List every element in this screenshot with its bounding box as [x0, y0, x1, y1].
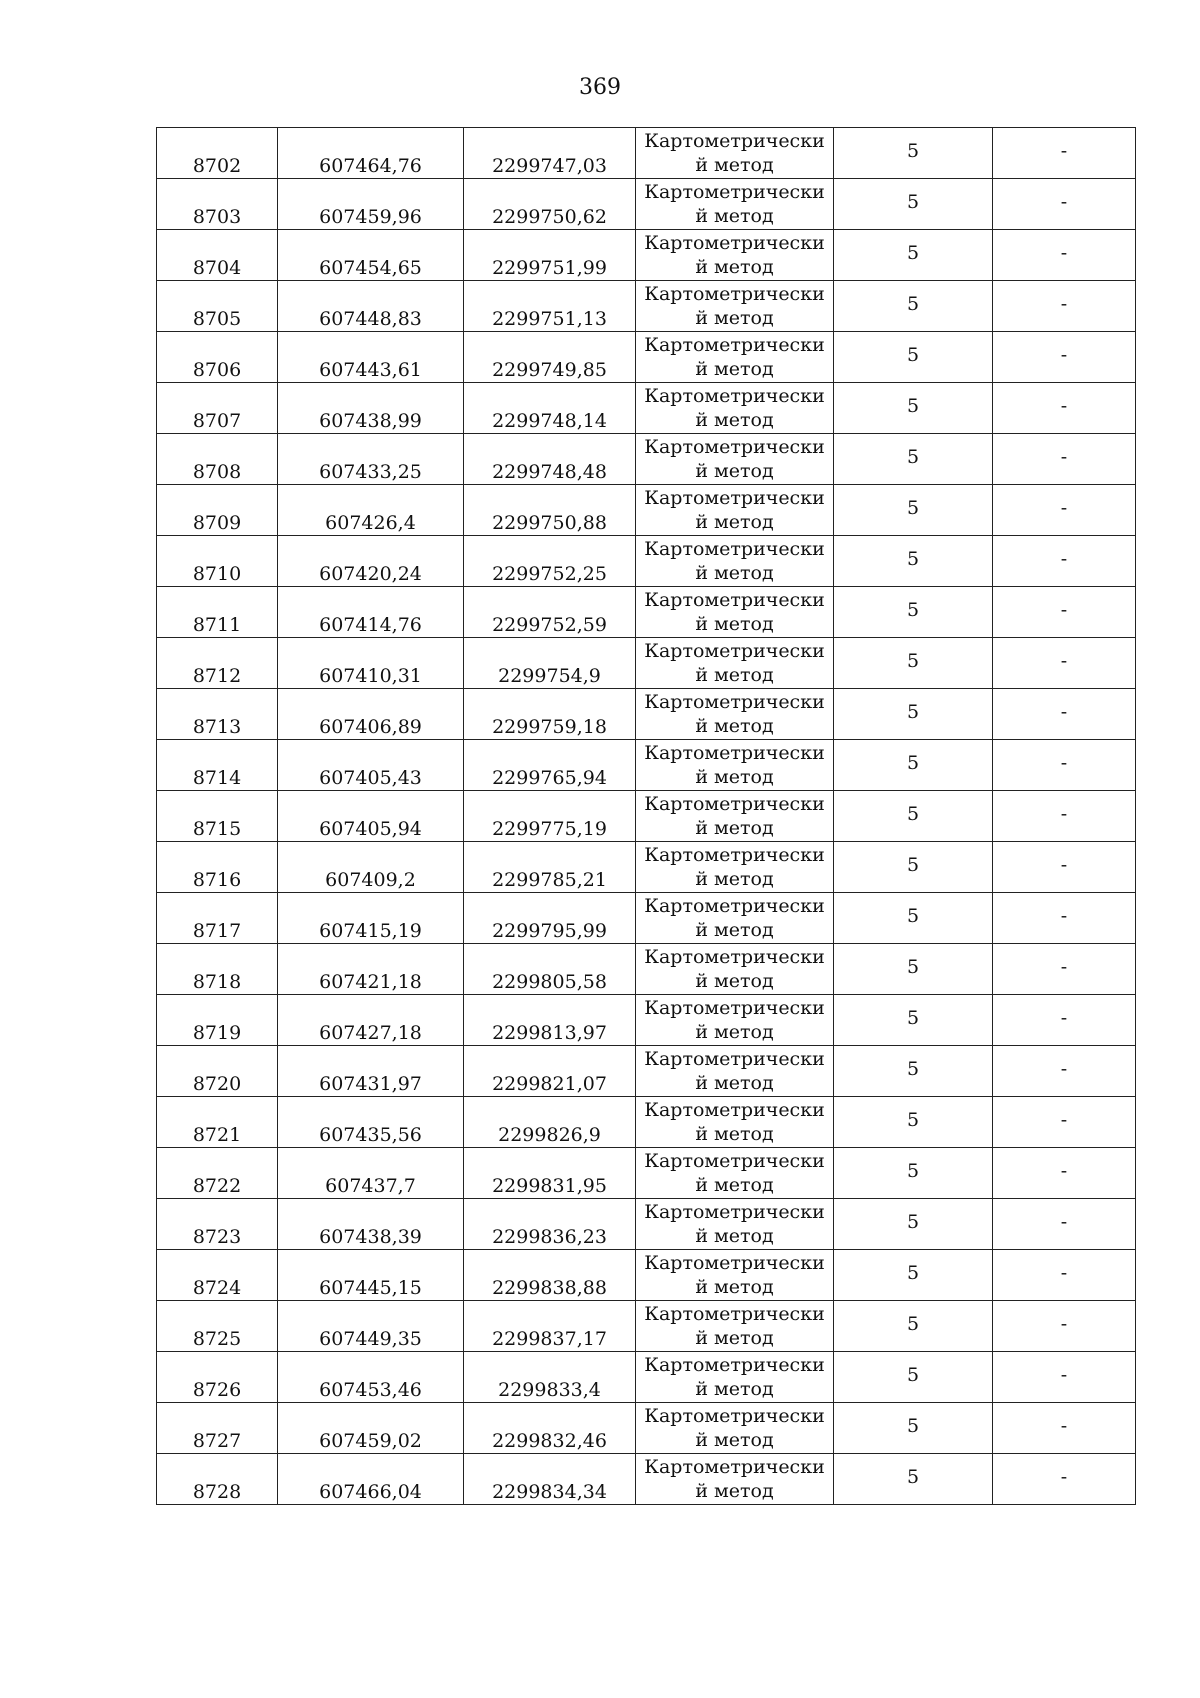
x-coordinate-cell: 607421,18 — [278, 944, 464, 995]
page-number: 369 — [579, 75, 621, 100]
point-number-cell: 8717 — [157, 893, 278, 944]
point-number-cell: 8722 — [157, 1148, 278, 1199]
accuracy-cell: 5 — [834, 1199, 993, 1250]
y-coordinate-cell: 2299805,58 — [464, 944, 636, 995]
method-cell: Картометрически й метод — [636, 791, 834, 842]
x-coordinate-cell: 607459,96 — [278, 179, 464, 230]
note-cell: - — [993, 893, 1136, 944]
table-row — [157, 689, 1136, 740]
table-row — [157, 944, 1136, 995]
point-number-cell: 8723 — [157, 1199, 278, 1250]
note-cell: - — [993, 383, 1136, 434]
method-cell: Картометрически й метод — [636, 1352, 834, 1403]
table-row — [157, 1250, 1136, 1301]
x-coordinate-cell: 607435,56 — [278, 1097, 464, 1148]
accuracy-cell: 5 — [834, 128, 993, 179]
x-coordinate-cell: 607454,65 — [278, 230, 464, 281]
method-cell: Картометрически й метод — [636, 485, 834, 536]
y-coordinate-cell: 2299836,23 — [464, 1199, 636, 1250]
accuracy-cell: 5 — [834, 1148, 993, 1199]
accuracy-cell: 5 — [834, 1250, 993, 1301]
x-coordinate-cell: 607415,19 — [278, 893, 464, 944]
method-cell: Картометрически й метод — [636, 536, 834, 587]
y-coordinate-cell: 2299749,85 — [464, 332, 636, 383]
point-number-cell: 8702 — [157, 128, 278, 179]
x-coordinate-cell: 607438,39 — [278, 1199, 464, 1250]
y-coordinate-cell: 2299833,4 — [464, 1352, 636, 1403]
method-cell: Картометрически й метод — [636, 944, 834, 995]
method-cell: Картометрически й метод — [636, 1148, 834, 1199]
note-cell: - — [993, 485, 1136, 536]
accuracy-cell: 5 — [834, 893, 993, 944]
table-row — [157, 842, 1136, 893]
accuracy-cell: 5 — [834, 1097, 993, 1148]
note-cell: - — [993, 944, 1136, 995]
table-row — [157, 893, 1136, 944]
point-number-cell: 8721 — [157, 1097, 278, 1148]
note-cell: - — [993, 1403, 1136, 1454]
x-coordinate-cell: 607433,25 — [278, 434, 464, 485]
table-row — [157, 128, 1136, 179]
x-coordinate-cell: 607448,83 — [278, 281, 464, 332]
accuracy-cell: 5 — [834, 230, 993, 281]
x-coordinate-cell: 607466,04 — [278, 1454, 464, 1505]
y-coordinate-cell: 2299837,17 — [464, 1301, 636, 1352]
point-number-cell: 8715 — [157, 791, 278, 842]
x-coordinate-cell: 607410,31 — [278, 638, 464, 689]
x-coordinate-cell: 607427,18 — [278, 995, 464, 1046]
accuracy-cell: 5 — [834, 638, 993, 689]
note-cell: - — [993, 179, 1136, 230]
method-cell: Картометрически й метод — [636, 740, 834, 791]
y-coordinate-cell: 2299752,25 — [464, 536, 636, 587]
y-coordinate-cell: 2299834,34 — [464, 1454, 636, 1505]
accuracy-cell: 5 — [834, 740, 993, 791]
accuracy-cell: 5 — [834, 332, 993, 383]
method-cell: Картометрически й метод — [636, 1097, 834, 1148]
x-coordinate-cell: 607414,76 — [278, 587, 464, 638]
method-cell: Картометрически й метод — [636, 179, 834, 230]
table-row — [157, 281, 1136, 332]
note-cell: - — [993, 1148, 1136, 1199]
note-cell: - — [993, 587, 1136, 638]
table-row — [157, 1046, 1136, 1097]
x-coordinate-cell: 607405,43 — [278, 740, 464, 791]
note-cell: - — [993, 1352, 1136, 1403]
x-coordinate-cell: 607464,76 — [278, 128, 464, 179]
method-cell: Картометрически й метод — [636, 434, 834, 485]
point-number-cell: 8710 — [157, 536, 278, 587]
x-coordinate-cell: 607405,94 — [278, 791, 464, 842]
method-cell: Картометрически й метод — [636, 332, 834, 383]
note-cell: - — [993, 128, 1136, 179]
method-cell: Картометрически й метод — [636, 587, 834, 638]
note-cell: - — [993, 281, 1136, 332]
method-cell: Картометрически й метод — [636, 383, 834, 434]
point-number-cell: 8728 — [157, 1454, 278, 1505]
y-coordinate-cell: 2299750,62 — [464, 179, 636, 230]
accuracy-cell: 5 — [834, 1454, 993, 1505]
coordinates-table-body — [157, 128, 1136, 1505]
note-cell: - — [993, 995, 1136, 1046]
table-row — [157, 485, 1136, 536]
note-cell: - — [993, 1454, 1136, 1505]
x-coordinate-cell: 607438,99 — [278, 383, 464, 434]
accuracy-cell: 5 — [834, 842, 993, 893]
y-coordinate-cell: 2299752,59 — [464, 587, 636, 638]
note-cell: - — [993, 1250, 1136, 1301]
coordinates-table — [156, 127, 1136, 1505]
point-number-cell: 8725 — [157, 1301, 278, 1352]
x-coordinate-cell: 607426,4 — [278, 485, 464, 536]
method-cell: Картометрически й метод — [636, 1250, 834, 1301]
x-coordinate-cell: 607453,46 — [278, 1352, 464, 1403]
x-coordinate-cell: 607449,35 — [278, 1301, 464, 1352]
table-row — [157, 791, 1136, 842]
point-number-cell: 8711 — [157, 587, 278, 638]
table-row — [157, 1199, 1136, 1250]
accuracy-cell: 5 — [834, 434, 993, 485]
x-coordinate-cell: 607409,2 — [278, 842, 464, 893]
point-number-cell: 8716 — [157, 842, 278, 893]
note-cell: - — [993, 434, 1136, 485]
table-row — [157, 1352, 1136, 1403]
y-coordinate-cell: 2299759,18 — [464, 689, 636, 740]
method-cell: Картометрически й метод — [636, 1403, 834, 1454]
note-cell: - — [993, 791, 1136, 842]
y-coordinate-cell: 2299747,03 — [464, 128, 636, 179]
y-coordinate-cell: 2299775,19 — [464, 791, 636, 842]
table-row — [157, 587, 1136, 638]
y-coordinate-cell: 2299832,46 — [464, 1403, 636, 1454]
method-cell: Картометрически й метод — [636, 1454, 834, 1505]
point-number-cell: 8713 — [157, 689, 278, 740]
table-row — [157, 1403, 1136, 1454]
x-coordinate-cell: 607420,24 — [278, 536, 464, 587]
point-number-cell: 8718 — [157, 944, 278, 995]
accuracy-cell: 5 — [834, 1352, 993, 1403]
y-coordinate-cell: 2299748,14 — [464, 383, 636, 434]
accuracy-cell: 5 — [834, 1403, 993, 1454]
accuracy-cell: 5 — [834, 944, 993, 995]
accuracy-cell: 5 — [834, 1046, 993, 1097]
note-cell: - — [993, 638, 1136, 689]
point-number-cell: 8726 — [157, 1352, 278, 1403]
point-number-cell: 8712 — [157, 638, 278, 689]
accuracy-cell: 5 — [834, 689, 993, 740]
table-row — [157, 1097, 1136, 1148]
table-row — [157, 332, 1136, 383]
x-coordinate-cell: 607445,15 — [278, 1250, 464, 1301]
method-cell: Картометрически й метод — [636, 893, 834, 944]
y-coordinate-cell: 2299838,88 — [464, 1250, 636, 1301]
x-coordinate-cell: 607443,61 — [278, 332, 464, 383]
point-number-cell: 8707 — [157, 383, 278, 434]
accuracy-cell: 5 — [834, 179, 993, 230]
accuracy-cell: 5 — [834, 281, 993, 332]
note-cell: - — [993, 1301, 1136, 1352]
point-number-cell: 8705 — [157, 281, 278, 332]
point-number-cell: 8704 — [157, 230, 278, 281]
note-cell: - — [993, 740, 1136, 791]
method-cell: Картометрически й метод — [636, 1301, 834, 1352]
method-cell: Картометрически й метод — [636, 995, 834, 1046]
y-coordinate-cell: 2299751,13 — [464, 281, 636, 332]
point-number-cell: 8727 — [157, 1403, 278, 1454]
table-row — [157, 434, 1136, 485]
note-cell: - — [993, 1199, 1136, 1250]
method-cell: Картометрически й метод — [636, 1046, 834, 1097]
method-cell: Картометрически й метод — [636, 689, 834, 740]
table-row — [157, 179, 1136, 230]
accuracy-cell: 5 — [834, 1301, 993, 1352]
table-row — [157, 1301, 1136, 1352]
y-coordinate-cell: 2299813,97 — [464, 995, 636, 1046]
x-coordinate-cell: 607406,89 — [278, 689, 464, 740]
accuracy-cell: 5 — [834, 587, 993, 638]
method-cell: Картометрически й метод — [636, 230, 834, 281]
y-coordinate-cell: 2299754,9 — [464, 638, 636, 689]
note-cell: - — [993, 332, 1136, 383]
point-number-cell: 8706 — [157, 332, 278, 383]
method-cell: Картометрически й метод — [636, 842, 834, 893]
accuracy-cell: 5 — [834, 995, 993, 1046]
x-coordinate-cell: 607459,02 — [278, 1403, 464, 1454]
method-cell: Картометрически й метод — [636, 128, 834, 179]
accuracy-cell: 5 — [834, 536, 993, 587]
accuracy-cell: 5 — [834, 383, 993, 434]
point-number-cell: 8708 — [157, 434, 278, 485]
point-number-cell: 8714 — [157, 740, 278, 791]
y-coordinate-cell: 2299750,88 — [464, 485, 636, 536]
point-number-cell: 8703 — [157, 179, 278, 230]
note-cell: - — [993, 536, 1136, 587]
y-coordinate-cell: 2299785,21 — [464, 842, 636, 893]
table-row — [157, 383, 1136, 434]
point-number-cell: 8719 — [157, 995, 278, 1046]
table-row — [157, 536, 1136, 587]
note-cell: - — [993, 842, 1136, 893]
method-cell: Картометрически й метод — [636, 281, 834, 332]
y-coordinate-cell: 2299795,99 — [464, 893, 636, 944]
table-row — [157, 740, 1136, 791]
accuracy-cell: 5 — [834, 485, 993, 536]
x-coordinate-cell: 607437,7 — [278, 1148, 464, 1199]
y-coordinate-cell: 2299748,48 — [464, 434, 636, 485]
note-cell: - — [993, 689, 1136, 740]
note-cell: - — [993, 1097, 1136, 1148]
table-row — [157, 1148, 1136, 1199]
table-row — [157, 995, 1136, 1046]
accuracy-cell: 5 — [834, 791, 993, 842]
y-coordinate-cell: 2299765,94 — [464, 740, 636, 791]
point-number-cell: 8709 — [157, 485, 278, 536]
y-coordinate-cell: 2299751,99 — [464, 230, 636, 281]
table-row — [157, 638, 1136, 689]
point-number-cell: 8720 — [157, 1046, 278, 1097]
table-row — [157, 1454, 1136, 1505]
method-cell: Картометрически й метод — [636, 638, 834, 689]
table-row — [157, 230, 1136, 281]
point-number-cell: 8724 — [157, 1250, 278, 1301]
method-cell: Картометрически й метод — [636, 1199, 834, 1250]
x-coordinate-cell: 607431,97 — [278, 1046, 464, 1097]
y-coordinate-cell: 2299821,07 — [464, 1046, 636, 1097]
y-coordinate-cell: 2299831,95 — [464, 1148, 636, 1199]
note-cell: - — [993, 230, 1136, 281]
note-cell: - — [993, 1046, 1136, 1097]
y-coordinate-cell: 2299826,9 — [464, 1097, 636, 1148]
